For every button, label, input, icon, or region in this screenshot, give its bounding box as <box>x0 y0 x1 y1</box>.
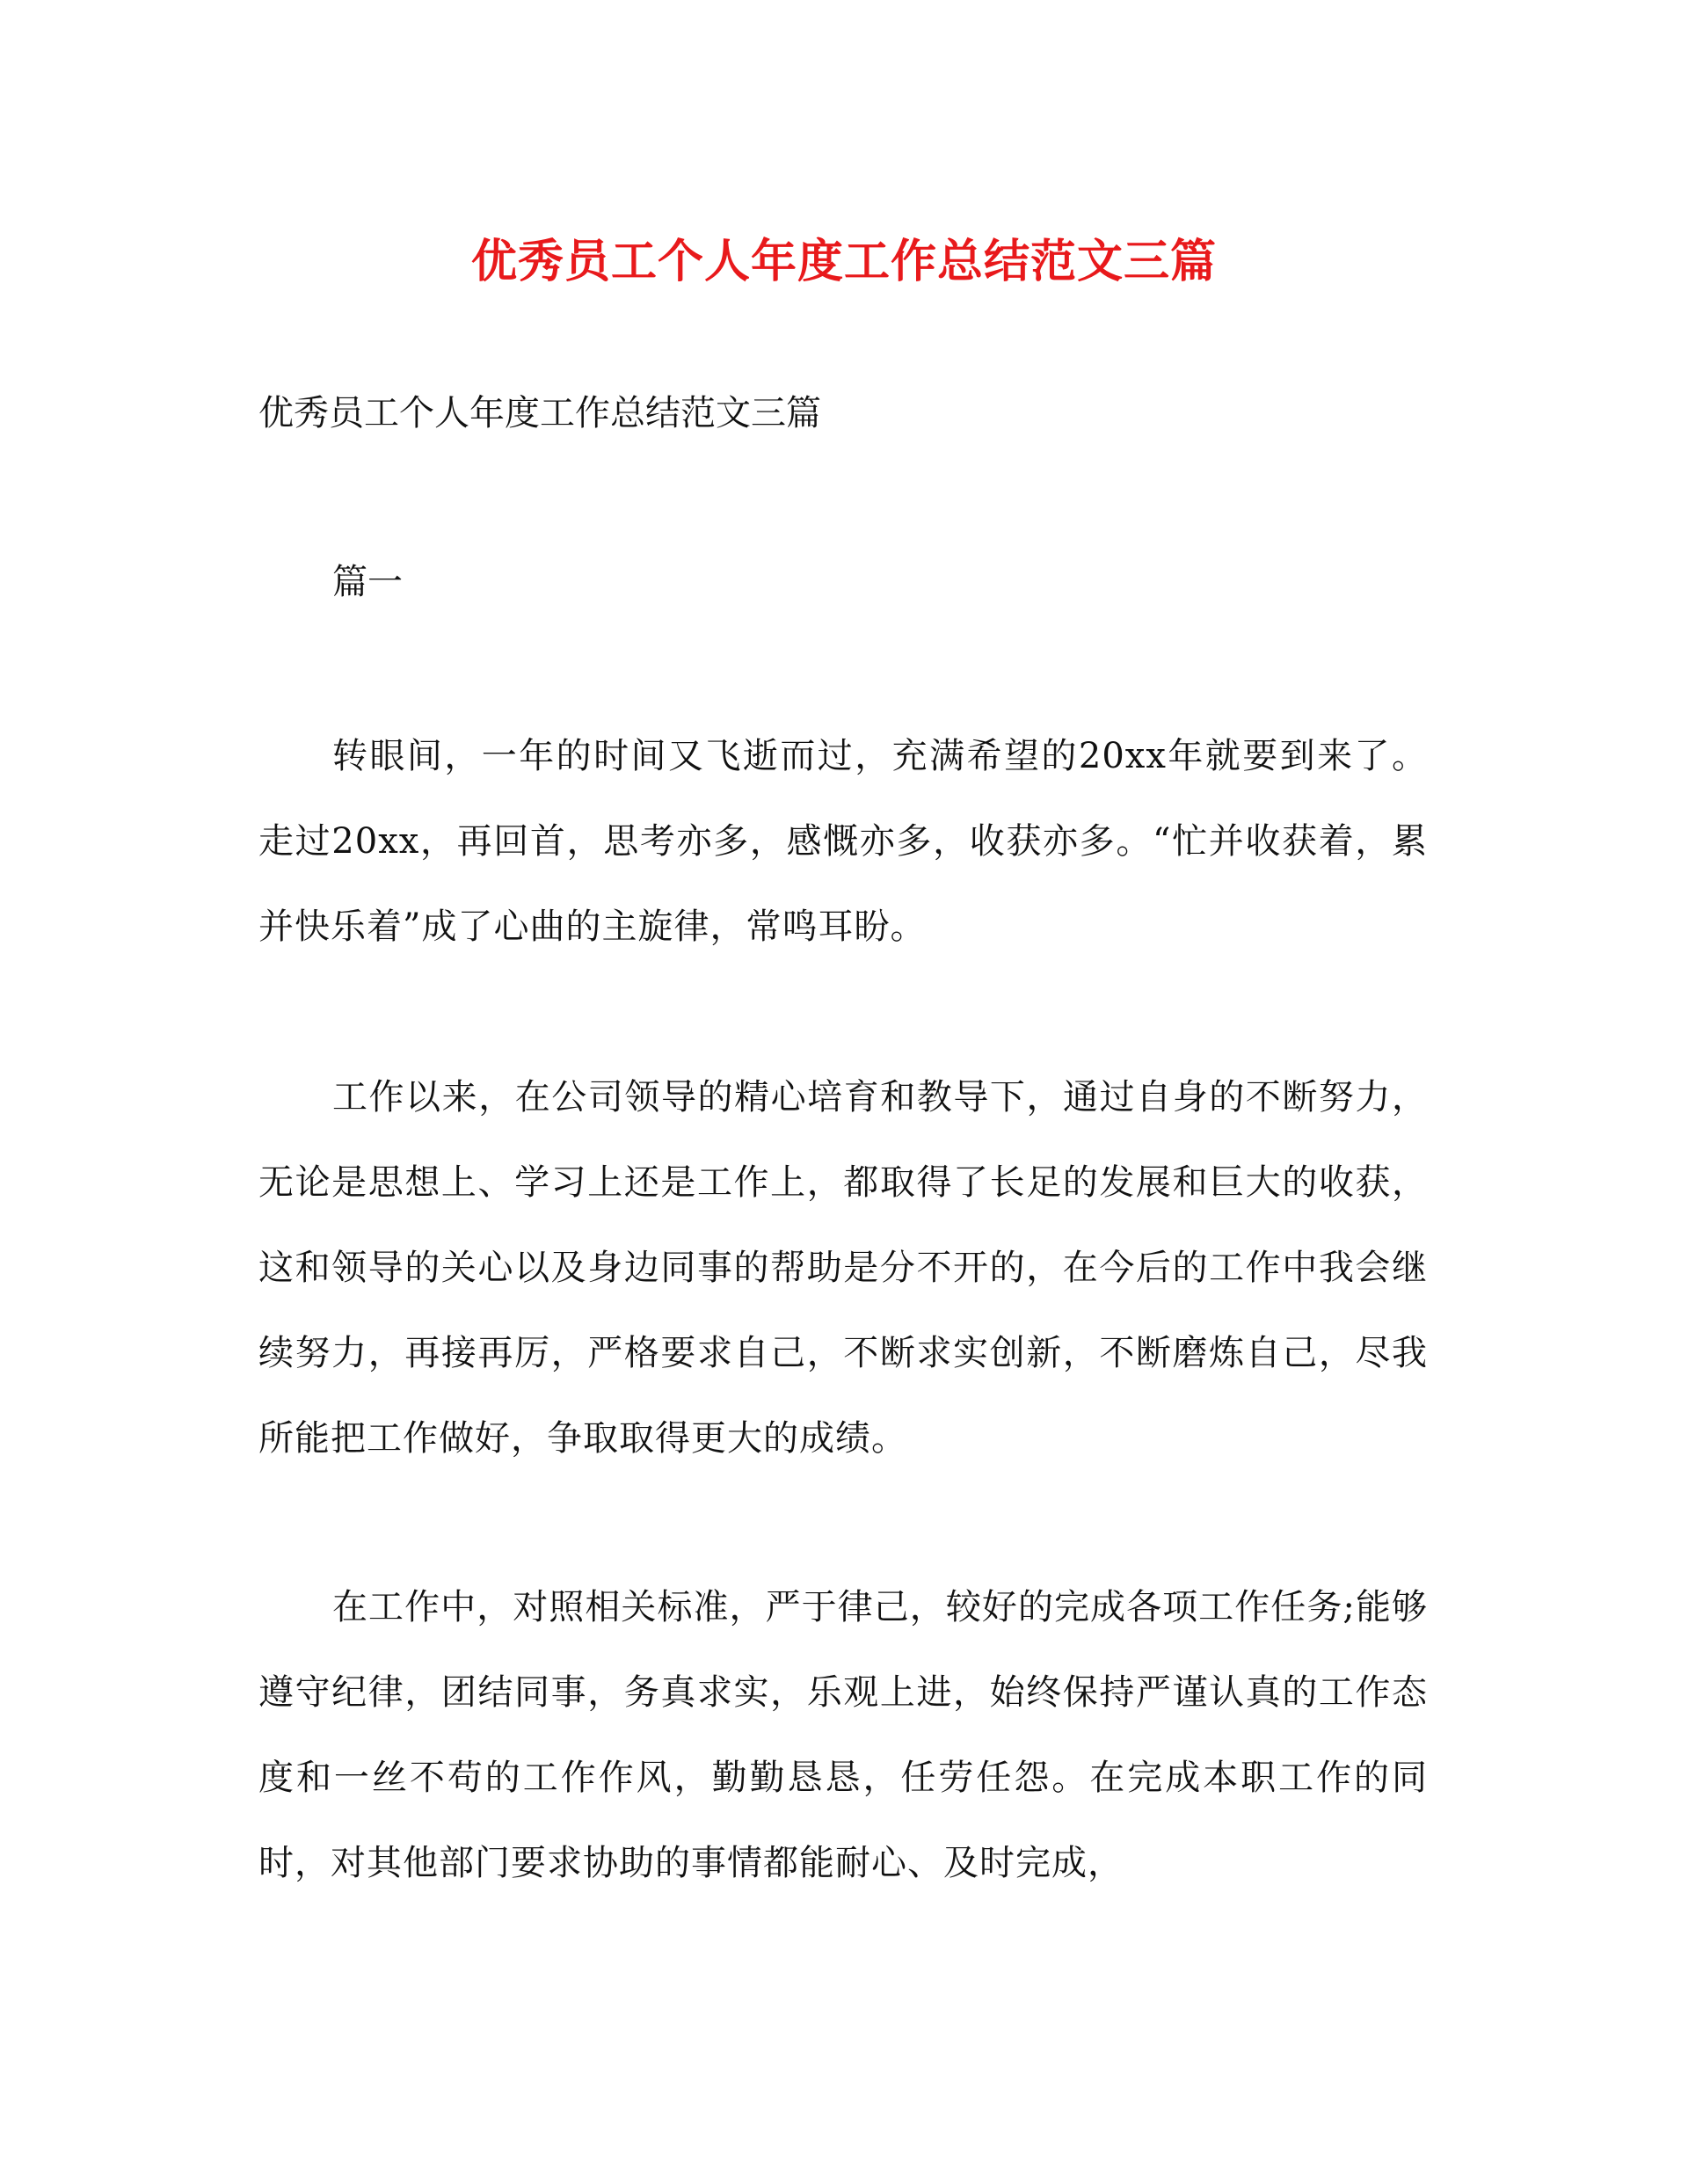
paragraph-2: 工作以来，在公司领导的精心培育和教导下，通过自身的不断努力，无论是思想上、学习上还是工作上，都取得了长足的发展和巨大的收获，这和领导的关心以及身边同事的帮助是分不开的，在今后的工作中我会继续努力，再接再厉，严格要求自己，不断求实创新，不断磨炼自己，尽我所能把工作做好，争取取得更大的成绩。 <box>258 1077 1428 1459</box>
section-heading: 篇一 <box>332 562 403 602</box>
paragraph-1: 转眼间，一年的时间又飞逝而过，充满希望的20xx年就要到来了。走过20xx，再回首，思考亦多，感慨亦多，收获亦多。“忙并收获着，累并快乐着”成了心曲的主旋律，常鸣耳盼。 <box>258 736 1428 947</box>
document-subtitle: 优秀员工个人年度工作总结范文三篇 <box>258 393 821 433</box>
paragraph-3: 在工作中，对照相关标准，严于律己，较好的完成各项工作任务;能够遵守纪律，团结同事，务真求实，乐观上进，始终保持严谨认真的工作态度和一丝不苟的工作作风，勤勤恳恳，任劳任怨。在完成本职工作的同时，对其他部门要求协助的事情都能耐心、及时完成， <box>258 1587 1428 1883</box>
document-title: 优秀员工个人年度工作总结范文三篇 <box>470 235 1217 288</box>
